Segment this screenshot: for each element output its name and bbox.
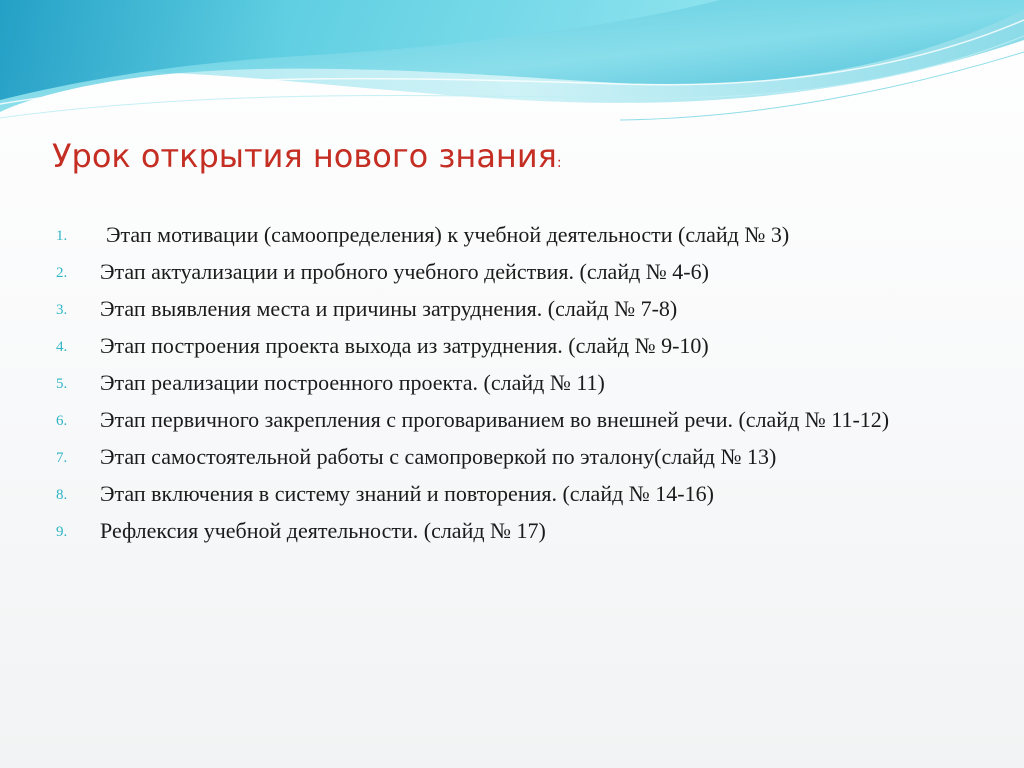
list-item-text: Этап построения проекта выхода из затруднения. (слайд № 9-10) — [100, 333, 709, 358]
list-item-text: Этап мотивации (самоопределения) к учебной деятельности (слайд № 3) — [106, 222, 790, 247]
list-item-text: Рефлексия учебной деятельности. (слайд № 17) — [100, 518, 546, 543]
list-item — [56, 220, 986, 249]
list-item-text: Этап выявления места и причины затруднения. (слайд № 7-8) — [100, 296, 678, 321]
list-item-number: 7. — [56, 450, 68, 466]
slide-title — [52, 132, 562, 187]
list-item — [56, 331, 986, 360]
list-item — [56, 405, 986, 434]
list-item — [56, 442, 986, 471]
list-item-number: 5. — [56, 376, 68, 392]
list-item — [56, 257, 986, 286]
list-item — [56, 479, 986, 508]
list-item-number: 9. — [56, 524, 68, 540]
list-item-number: 1. — [56, 228, 68, 244]
list-item-number: 2. — [56, 265, 68, 281]
slide-title-text: Урок открытия нового знания — [52, 137, 557, 175]
list-item-text: Этап реализации построенного проекта. (слайд № 11) — [100, 370, 605, 395]
lesson-stages-list — [56, 220, 986, 553]
list-item-text: Этап первичного закрепления с проговариванием во внешней речи. (слайд № 11-12) — [100, 407, 890, 432]
list-item-number: 3. — [56, 302, 68, 318]
list-item-text: Этап актуализации и пробного учебного действия. (слайд № 4-6) — [100, 259, 709, 284]
list-item — [56, 516, 986, 545]
list-item — [56, 368, 986, 397]
list-item-number: 6. — [56, 413, 68, 429]
decorative-wave-header — [0, 0, 1024, 140]
list-item-number: 8. — [56, 487, 68, 503]
list-item-number: 4. — [56, 339, 68, 355]
list-item-text: Этап самостоятельной работы с самопроверкой по эталону(слайд № 13) — [100, 444, 777, 469]
list-item-text: Этап включения в систему знаний и повторения. (слайд № 14-16) — [100, 481, 714, 506]
slide-title-colon: : — [556, 155, 562, 171]
list-item — [56, 294, 986, 323]
